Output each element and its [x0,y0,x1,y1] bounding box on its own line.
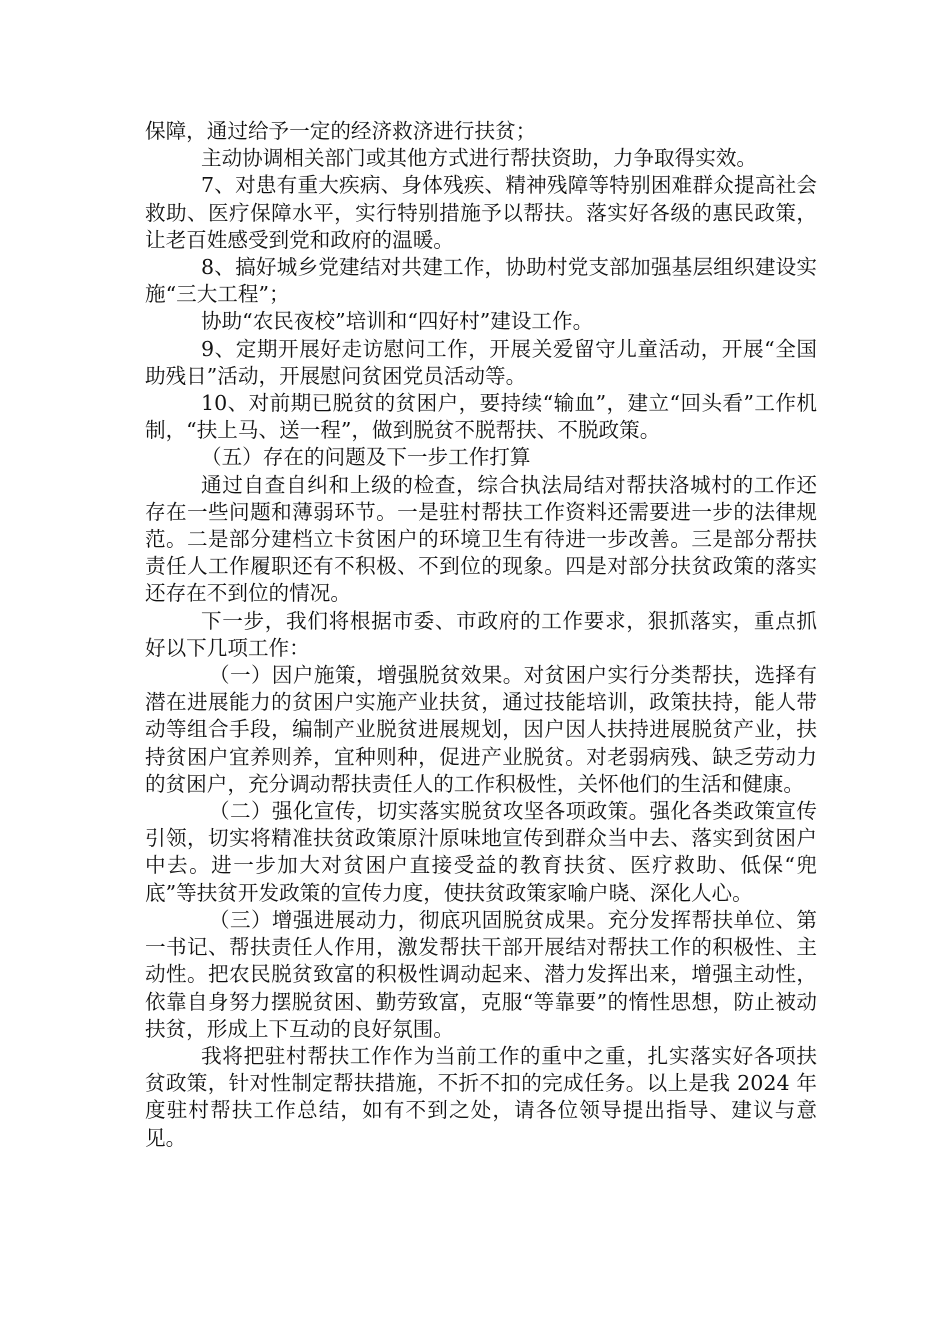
paragraph: 下一步，我们将根据市委、市政府的工作要求，狠抓落实，重点抓好以下几项工作： [145,608,817,660]
paragraph: 8、搞好城乡党建结对共建工作，协助村党支部加强基层组织建设实施“三大工程”； [145,255,817,307]
paragraph: 保障，通过给予一定的经济救济进行扶贫； [145,119,537,143]
paragraph: 通过自查自纠和上级的检查，综合执法局结对帮扶洛城村的工作还存在一些问题和薄弱环节。一是驻村帮扶工作资料还需要进一步的法律规范。二是部分建档立卡贫困户的环境卫生有待进一步改善。三是部分帮扶责任人工作履职还有不积极、不到位的现象。四是对部分扶贫政策的落实还存在不到位的情况。 [145,472,817,606]
document-body [145,118,817,1152]
paragraph: 7、对患有重大疾病、身体残疾、精神残障等特别困难群众提高社会救助、医疗保障水平，实行特别措施予以帮扶。落实好各级的惠民政策，让老百姓感受到党和政府的温暖。 [145,173,817,252]
section-heading: （五）存在的问题及下一步工作打算 [201,445,531,470]
paragraph: 9、定期开展好走访慰问工作，开展关爱留守儿童活动，开展“全国助残日”活动，开展慰问贫困党员活动等。 [145,336,817,388]
paragraph: 协助“农民夜校”培训和“四好村”建设工作。 [201,309,594,334]
paragraph: 我将把驻村帮扶工作作为当前工作的重中之重，扎实落实好各项扶贫政策，针对性制定帮扶措施，不折不扣的完成任务。以上是我 2024 年度驻村帮扶工作总结，如有不到之处，请各位领导提出指导、建议与意见。 [145,1043,817,1150]
paragraph: （二）强化宣传，切实落实脱贫攻坚各项政策。强化各类政策宣传引领，切实将精准扶贫政策原汁原味地宣传到群众当中去、落实到贫困户中去。进一步加大对贫困户直接受益的教育扶贫、医疗救助、低保“兜底”等扶贫开发政策的宣传力度，使扶贫政策家喻户晓、深化人心。 [145,799,817,905]
paragraph: 10、对前期已脱贫的贫困户，要持续“输血”，建立“回头看”工作机制，“扶上马、送一程”，做到脱贫不脱帮扶、不脱政策。 [145,391,817,443]
paragraph: （一）因户施策，增强脱贫效果。对贫困户实行分类帮扶，选择有潜在进展能力的贫困户实施产业扶贫，通过技能培训，政策扶持，能人带动等组合手段，编制产业脱贫进展规划，因户因人扶持进展脱贫产业，扶持贫困户宜养则养，宜种则种，促进产业脱贫。对老弱病残、缺乏劳动力的贫困户，充分调动帮扶责任人的工作积极性，关怀他们的生活和健康。 [145,663,817,796]
paragraph: （三）增强进展动力，彻底巩固脱贫成果。充分发挥帮扶单位、第一书记、帮扶责任人作用，激发帮扶干部开展结对帮扶工作的积极性、主动性。把农民脱贫致富的积极性调动起来、潜力发挥出来，增强主动性，依靠自身努力摆脱贫困、勤劳致富，克服“等靠要”的惰性思想，防止被动扶贫，形成上下互动的良好氛围。 [145,907,817,1041]
paragraph: 主动协调相关部门或其他方式进行帮扶资助，力争取得实效。 [201,146,758,171]
